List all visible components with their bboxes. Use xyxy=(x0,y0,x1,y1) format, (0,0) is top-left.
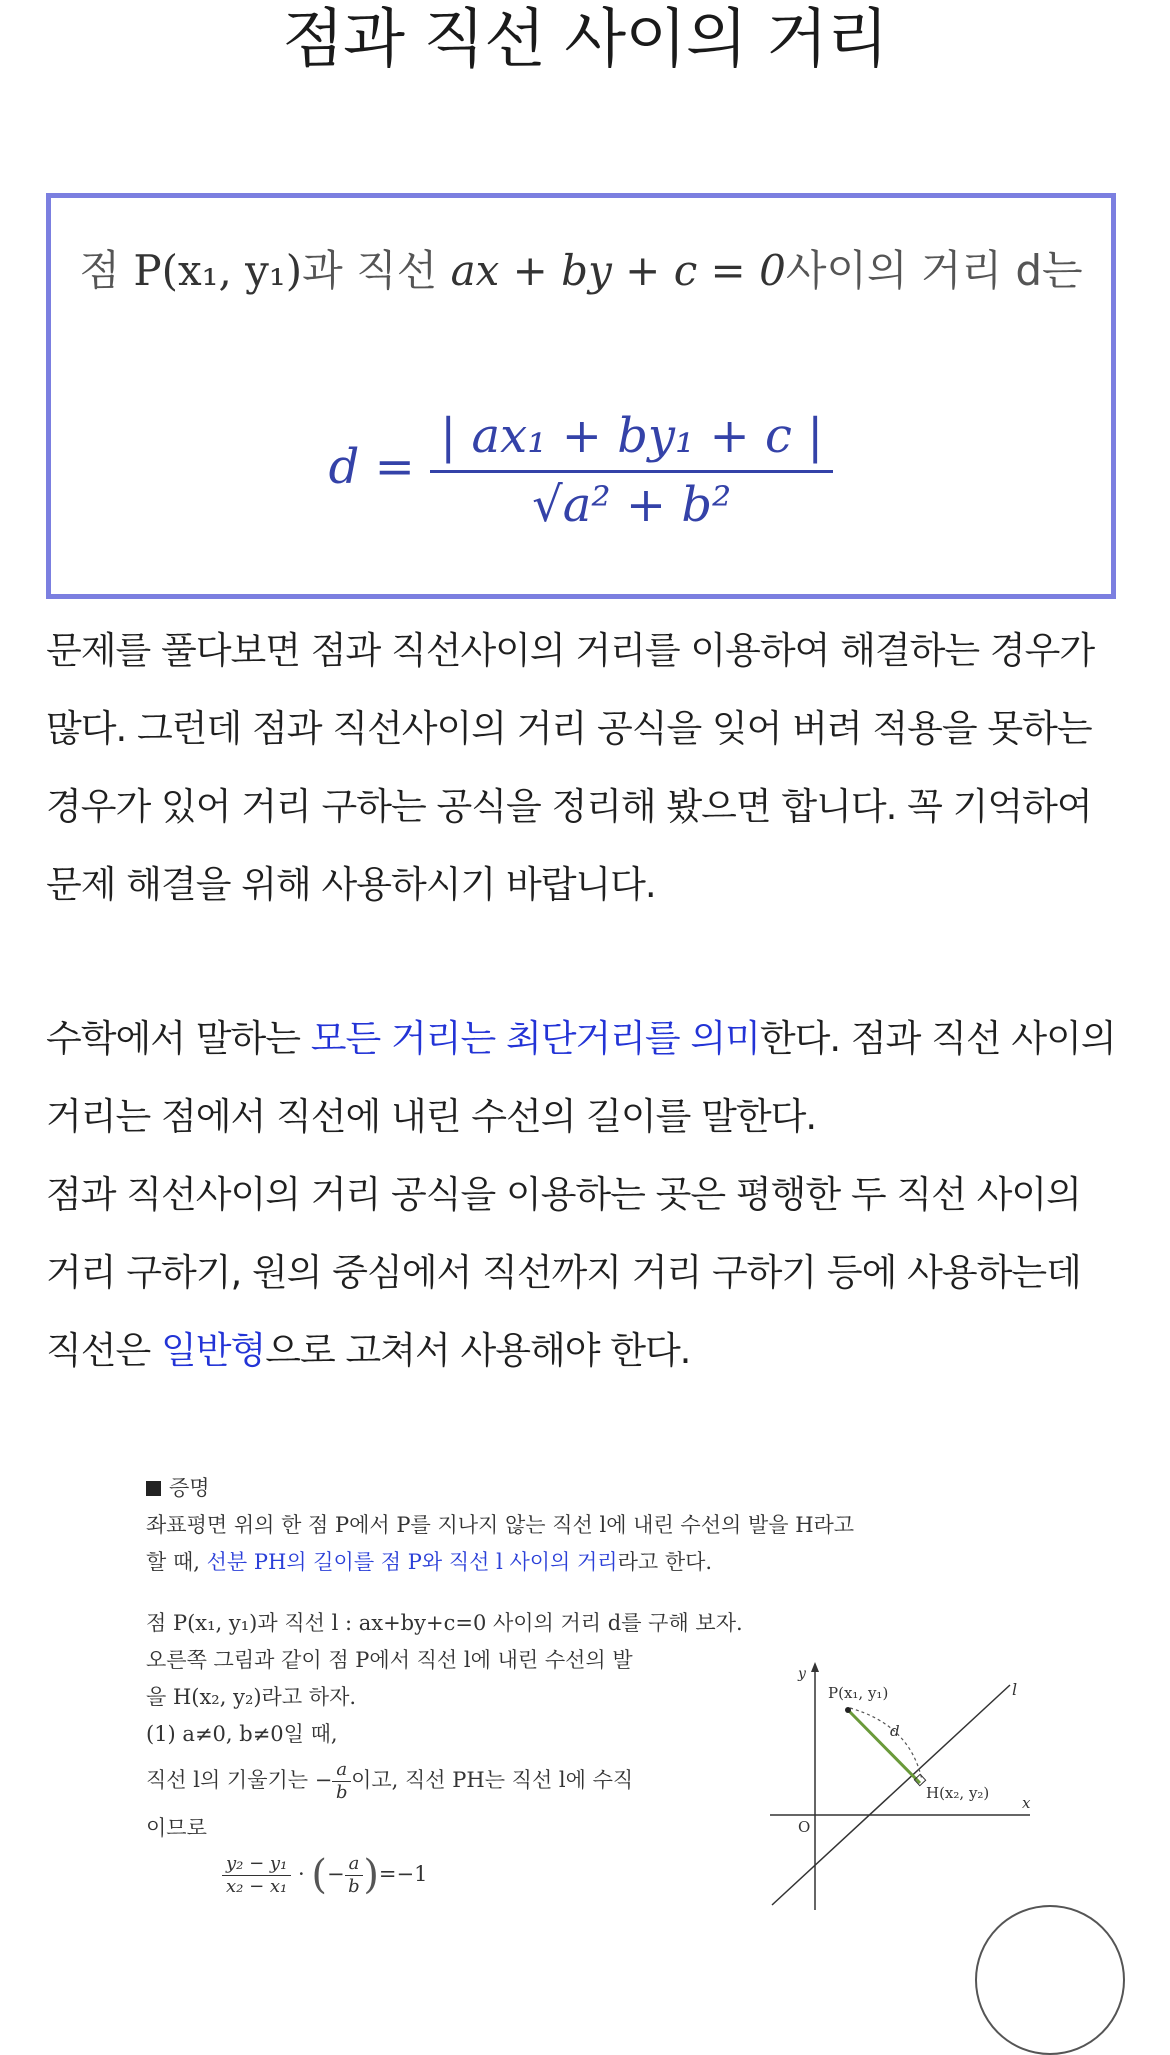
line-l-label: l xyxy=(1012,1680,1018,1699)
formula-denominator: √a² + b² xyxy=(532,477,732,533)
proof-line: 직선 l의 기울기는 − $\frac{a}{b}$ 이고, 직선 PH는 직선 l에 수직 xyxy=(146,1759,634,1803)
distance-arc xyxy=(850,1708,922,1780)
geometry-diagram xyxy=(760,1660,1040,1920)
point-p-label: P(x₁, y₁) xyxy=(828,1684,889,1702)
x-axis-label: x xyxy=(1022,1794,1031,1812)
paragraph-definition-text xyxy=(46,1000,1126,1156)
proof-equation: $\frac{\text{y₂ − y₁}}{\text{x₂ − x₁}}$ · (− $\frac{a}{b}$ )=−1 xyxy=(222,1853,1046,1898)
paragraph3-post: 으로 고쳐서 사용해야 한다. xyxy=(265,1329,691,1372)
paragraph3-pre: 점과 직선사이의 거리 공식을 이용하는 곳은 평행한 두 직선 사이의 거리 구하기, 원의 중심에서 직선까지 거리 구하기 등에 사용하는데 직선은 xyxy=(46,1173,1081,1372)
formula-lhs: d = xyxy=(328,439,415,495)
paragraph2-pre: 수학에서 말하는 xyxy=(46,1017,311,1060)
paragraph2-post: 한다. 점과 직선 사이의 거리는 점에서 직선에 내린 수선의 길이를 말한다. xyxy=(46,1017,1116,1138)
proof-line: 이므로 xyxy=(146,1816,207,1840)
proof-heading: 증명 xyxy=(146,1470,1046,1507)
formula-mid: 과 직선 xyxy=(302,246,451,295)
proof-line: 할 때, 선분 PH의 길이를 점 P와 직선 l 사이의 거리라고 한다. xyxy=(146,1550,713,1574)
paragraph-intro-text: 문제를 풀다보면 점과 직선사이의 거리를 이용하여 해결하는 경우가 많다. 그런데 점과 직선사이의 거리 공식을 잊어 버려 적용을 못하는 경우가 있어 거리 구하는 공식을 정리해 봤으면 합니다. 꼭 기억하여 문제 해결을 위해 사용하시기 바랍니다. xyxy=(46,629,1095,906)
proof-line: 오른쪽 그림과 같이 점 P에서 직선 l에 내린 수선의 발 xyxy=(146,1648,633,1672)
distance-d-label: d xyxy=(890,1722,900,1740)
formula-fraction xyxy=(430,408,833,533)
equation-paren-fraction: $\frac{a}{b}$ xyxy=(345,1853,364,1898)
square-bullet-icon xyxy=(146,1481,161,1496)
highlight-shortest-distance: 모든 거리는 최단거리를 의미 xyxy=(310,1017,760,1060)
page-title: 점과 직선 사이의 거리 xyxy=(282,3,888,77)
point-h-label: H(x₂, y₂) xyxy=(926,1784,990,1802)
origin-label: O xyxy=(798,1818,811,1836)
formula-box xyxy=(46,193,1116,599)
formula-statement xyxy=(51,238,1111,298)
y-axis-arrow-icon xyxy=(811,1662,819,1672)
distance-formula xyxy=(51,408,1111,533)
formula-numerator: | ax₁ + by₁ + c | xyxy=(430,408,833,473)
paragraph-intro xyxy=(46,612,1126,924)
formula-line-equation: ax + by + c = 0 xyxy=(450,246,786,295)
proof-line: 을 H(x₂, y₂)라고 하자. xyxy=(146,1685,357,1709)
slope-fraction: $\frac{a}{b}$ xyxy=(332,1759,351,1804)
proof-definition-highlight: 선분 PH의 길이를 점 P와 직선 l 사이의 거리 xyxy=(206,1550,618,1574)
formula-lead: 점 xyxy=(79,246,134,295)
scroll-top-button[interactable] xyxy=(975,1905,1125,2055)
proof-line: (1) a≠0, b≠0일 때, xyxy=(146,1722,338,1746)
y-axis-label: y xyxy=(798,1666,806,1682)
proof-line: 점 P(x₁, y₁)과 직선 l : ax+by+c=0 사이의 거리 d를 구해 보자. xyxy=(146,1611,743,1635)
highlight-general-form: 일반형 xyxy=(161,1329,266,1372)
proof-line: 좌표평면 위의 한 점 P에서 P를 지나지 않는 직선 l에 내린 수선의 발을 H라고 xyxy=(146,1513,855,1537)
paragraph-usage-text xyxy=(46,1156,1126,1390)
point-p xyxy=(845,1707,851,1713)
paragraph-definition xyxy=(46,1000,1126,1390)
formula-tail: 사이의 거리 d는 xyxy=(785,246,1083,295)
formula-point: P(x₁, y₁) xyxy=(133,246,303,295)
equation-slope-fraction: $\frac{\text{y₂ − y₁}}{\text{x₂ − x₁}}$ xyxy=(222,1853,291,1898)
segment-ph xyxy=(848,1710,920,1783)
